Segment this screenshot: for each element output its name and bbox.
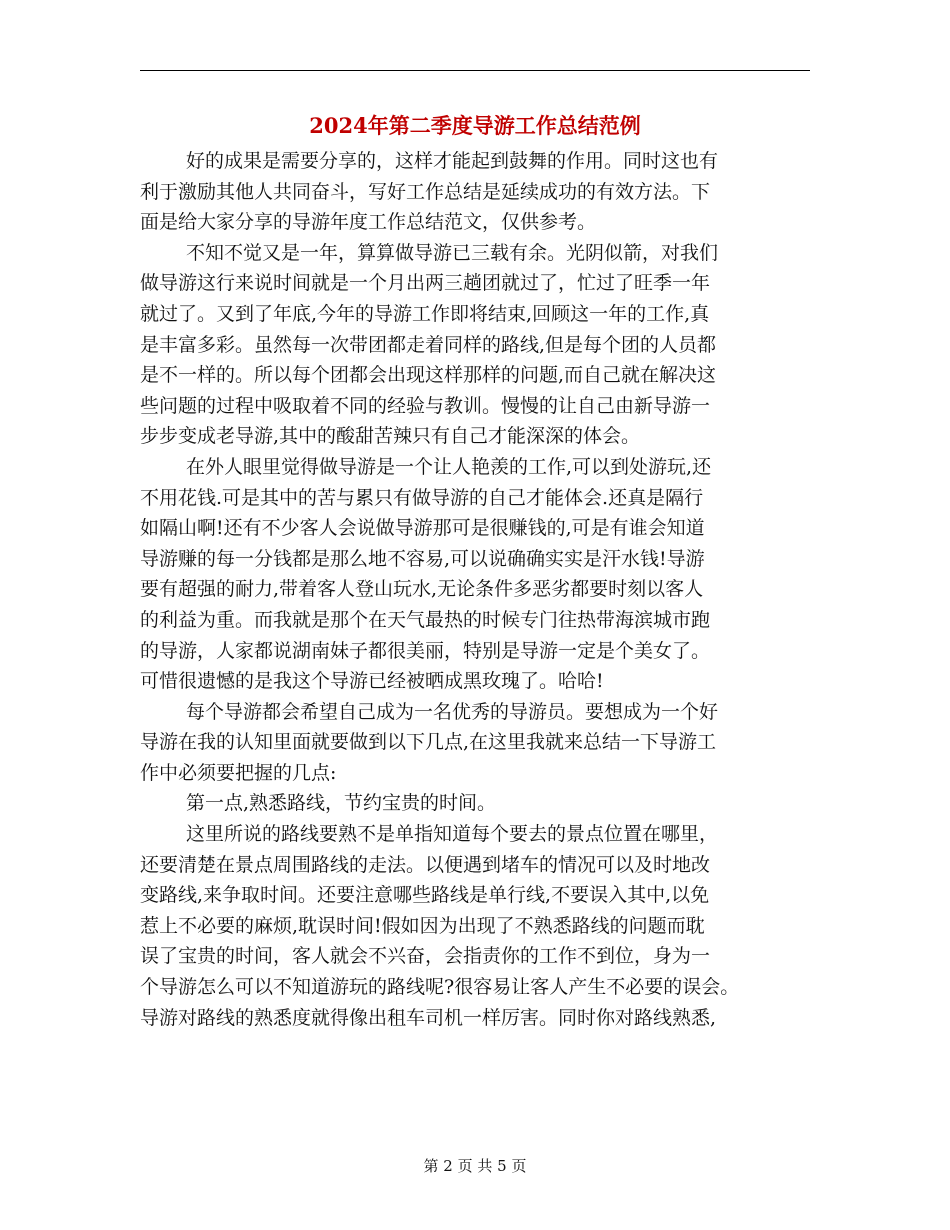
text-line: 导游在我的认知里面就要做到以下几点,在这里我就来总结一下导游工 <box>140 731 717 754</box>
text-line: 作中必须要把握的几点: <box>140 761 337 784</box>
text-line: 步步变成老导游,其中的酸甜苦辣只有自己才能深深的体会。 <box>140 425 641 448</box>
text-line: 的导游，人家都说湖南妹子都很美丽，特别是导游一定是个美女了。 <box>140 639 711 662</box>
text-line: 这里所说的路线要熟不是单指知道每个要去的景点位置在哪里， <box>186 823 719 846</box>
text-line: 是丰富多彩。虽然每一次带团都走着同样的路线,但是每个团的人员都 <box>140 333 717 356</box>
text-line: 的利益为重。而我就是那个在天气最热的时候专门往热带海滨城市跑 <box>140 608 711 631</box>
text-line: 就过了。又到了年底,今年的导游工作即将结束,回顾这一年的工作,真 <box>140 302 710 325</box>
text-line: 些问题的过程中吸取着不同的经验与教训。慢慢的让自己由新导游一 <box>140 394 711 417</box>
text-line: 还要清楚在景点周围路线的走法。以便遇到堵车的情况可以及时地改 <box>140 853 711 876</box>
text-line: 惹上不必要的麻烦,耽误时间!假如因为出现了不熟悉路线的问题而耽 <box>140 914 705 937</box>
document-title: 2024年第二季度导游工作总结范例 <box>309 113 641 138</box>
text-line: 导游对路线的熟悉度就得像出租车司机一样厉害。同时你对路线熟悉, <box>140 1006 717 1029</box>
text-line: 好的成果是需要分享的，这样才能起到鼓舞的作用。同时这也有 <box>186 150 719 172</box>
text-line: 要有超强的耐力,带着客人登山玩水,无论条件多恶劣都要时刻以客人 <box>140 578 704 601</box>
text-line: 个导游怎么可以不知道游玩的路线呢?很容易让客人产生不必要的误会。 <box>140 976 740 999</box>
text-line: 利于激励其他人共同奋斗，写好工作总结是延续成功的有效方法。下 <box>140 180 711 203</box>
header-rule <box>140 70 810 71</box>
document-body <box>140 146 815 1033</box>
text-line: 变路线,来争取时间。还要注意哪些路线是单行线,不要误入其中,以免 <box>140 884 710 907</box>
page-footer: 第 2 页 共 5 页 <box>423 1157 527 1175</box>
text-line: 导游赚的每一分钱都是那么地不容易,可以说确确实实是汗水钱!导游 <box>140 547 705 570</box>
text-line: 不知不觉又是一年，算算做导游已三载有余。光阴似箭，对我们 <box>186 241 719 264</box>
text-line: 在外人眼里觉得做导游是一个让人艳羡的工作,可以到处游玩,还 <box>186 455 712 478</box>
text-line: 做导游这行来说时间就是一个月出两三趟团就过了，忙过了旺季一年 <box>140 272 711 295</box>
text-line: 不用花钱.可是其中的苦与累只有做导游的自己才能体会.还真是隔行 <box>140 486 704 509</box>
text-line: 如隔山啊!还有不少客人会说做导游那可是很赚钱的,可是有谁会知道 <box>140 517 705 540</box>
text-line: 是不一样的。所以每个团都会出现这样那样的问题,而自己就在解决这 <box>140 364 717 387</box>
text-line: 误了宝贵的时间，客人就会不兴奋，会指责你的工作不到位，身为一 <box>140 945 711 968</box>
text-line: 每个导游都会希望自己成为一名优秀的导游员。要想成为一个好 <box>186 700 719 723</box>
text-line: 第一点,熟悉路线，节约宝贵的时间。 <box>186 792 497 815</box>
text-line: 面是给大家分享的导游年度工作总结范文，仅供参考。 <box>140 211 597 234</box>
text-line: 可惜很遗憾的是我这个导游已经被晒成黑玫瑰了。哈哈! <box>140 670 604 693</box>
